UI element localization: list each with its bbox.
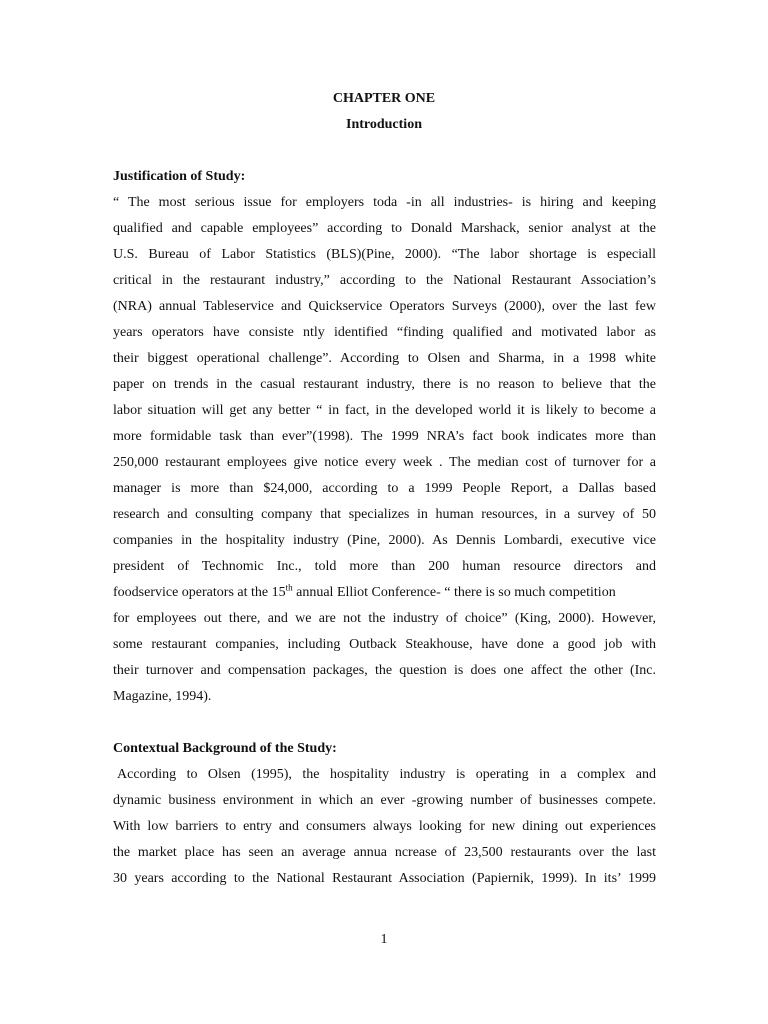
paragraph-line: qualified and capable employees” according to Donald Marshack, senior analyst at the — [113, 221, 656, 236]
paragraph-line: critical in the restaurant industry,” according to the National Restaurant Association’s — [113, 273, 656, 288]
paragraph-line: some restaurant companies, including Outback Steakhouse, have done a good job with — [113, 637, 656, 652]
paragraph-line: U.S. Bureau of Labor Statistics (BLS)(Pine, 2000). “The labor shortage is especiall — [113, 247, 656, 262]
page-number: 1 — [380, 932, 388, 947]
section-heading-contextual-background: Contextual Background of the Study: — [113, 741, 337, 756]
paragraph-line: more formidable task than ever”(1998). The 1999 NRA’s fact book indicates more than — [113, 429, 656, 444]
paragraph-line: manager is more than $24,000, according to a 1999 People Report, a Dallas based — [113, 481, 656, 496]
paragraph-line: “ The most serious issue for employers toda -in all industries- is hiring and keeping — [113, 195, 656, 210]
paragraph-line: their biggest operational challenge”. According to Olsen and Sharma, in a 1998 white — [113, 351, 656, 366]
line-text-after: annual Elliot Conference- “ there is so much competition — [292, 585, 616, 600]
paragraph-line: for employees out there, and we are not the industry of choice” (King, 2000). However, — [113, 611, 656, 626]
paragraph-line: their turnover and compensation packages, the question is does one affect the other (Inc. — [113, 663, 656, 678]
paragraph-line-last: Magazine, 1994). — [113, 689, 212, 704]
paragraph-line: (NRA) annual Tableservice and Quickservice Operators Surveys (2000), over the last few — [113, 299, 656, 314]
paragraph-line: dynamic business environment in which an ever -growing number of businesses compete. — [113, 793, 656, 808]
paragraph-line: research and consulting company that specializes in human resources, in a survey of 50 — [113, 507, 656, 522]
paragraph-line: president of Technomic Inc., told more than 200 human resource directors and — [113, 559, 656, 574]
paragraph-line: years operators have consiste ntly identified “finding qualified and motivated labor as — [113, 325, 656, 340]
paragraph-line: According to Olsen (1995), the hospitality industry is operating in a complex and — [117, 767, 656, 782]
paragraph-line: companies in the hospitality industry (Pine, 2000). As Dennis Lombardi, executive vice — [113, 533, 656, 548]
paragraph-line: the market place has seen an average annua ncrease of 23,500 restaurants over the last — [113, 845, 656, 860]
paragraph-line: labor situation will get any better “ in fact, in the developed world it is likely to become a — [113, 403, 656, 418]
ordinal-superscript: th — [285, 582, 293, 593]
paragraph-line: With low barriers to entry and consumers always looking for new dining out experiences — [113, 819, 656, 834]
line-text-before: foodservice operators at the 15 — [113, 585, 286, 600]
section-heading-justification: Justification of Study: — [113, 169, 246, 184]
paragraph-line: 30 years according to the National Restaurant Association (Papiernik, 1999). In its’ 1999 — [113, 871, 656, 886]
chapter-subtitle: Introduction — [346, 117, 422, 132]
paragraph-line: 250,000 restaurant employees give notice every week . The median cost of turnover for a — [113, 455, 656, 470]
paragraph-line-with-superscript — [113, 582, 656, 601]
chapter-title: CHAPTER ONE — [332, 91, 436, 106]
paragraph-line: paper on trends in the casual restaurant industry, there is no reason to believe that the — [113, 377, 656, 392]
